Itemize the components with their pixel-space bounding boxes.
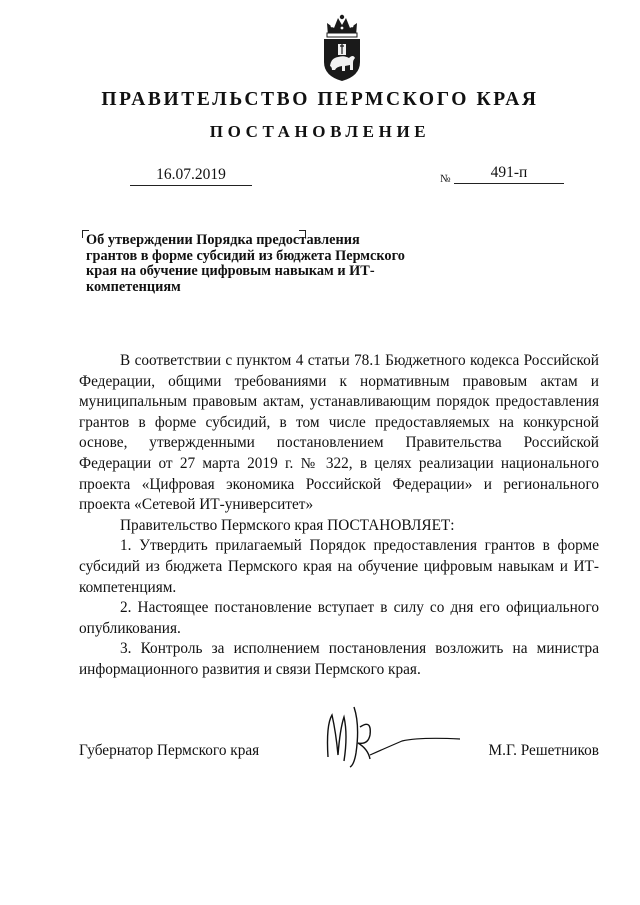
document-type: ПОСТАНОВЛЕНИЕ bbox=[209, 122, 431, 141]
signer-position: Губернатор Пермского края bbox=[79, 742, 260, 759]
coat-of-arms-icon bbox=[318, 14, 366, 82]
document-number: 491-п bbox=[454, 164, 564, 184]
clause-3-paragraph: 3. Контроль за исполнением постановления возложить на министра информационного развития и связи Пермского края. bbox=[79, 640, 599, 678]
clause-1-paragraph: 1. Утвердить прилагаемый Порядок предоставления грантов в форме субсидий из бюджета Пермского края на обучение цифровым навыкам и ИТ-компетенциям. bbox=[79, 537, 599, 596]
resolution-paragraph: Правительство Пермского края ПОСТАНОВЛЯЕТ: bbox=[120, 516, 455, 534]
handwritten-signature bbox=[310, 695, 460, 775]
document-title: Об утверждении Порядка предоставления грантов в форме субсидий из бюджета Пермского края на обучение цифровым навыкам и ИТ-компетенциям bbox=[86, 232, 405, 295]
government-title: ПРАВИТЕЛЬСТВО ПЕРМСКОГО КРАЯ bbox=[101, 89, 539, 110]
document-body bbox=[79, 351, 599, 681]
signer-name: М.Г. Решетников bbox=[488, 742, 599, 759]
number-sign: № bbox=[440, 173, 451, 185]
clause-2-paragraph: 2. Настоящее постановление вступает в силу со дня его официального опубликования. bbox=[79, 599, 599, 637]
preamble-paragraph: В соответствии с пунктом 4 статьи 78.1 Бюджетного кодекса Российской Федерации, общими требованиями к нормативным правовым актам и муниципальным правовым актам, устанавливающим порядок предоставления грантов в форме субсидий, в том числе предоставляемых на конкурсной основе, утвержденными постановлением Правительства Российской Федерации от 27 марта 2019 г. № 322, в целях реализации национального проекта «Цифровая экономика Российской Федерации» и регионального проекта «Сетевой ИТ-университет» bbox=[79, 352, 599, 514]
document-date: 16.07.2019 bbox=[130, 166, 252, 186]
